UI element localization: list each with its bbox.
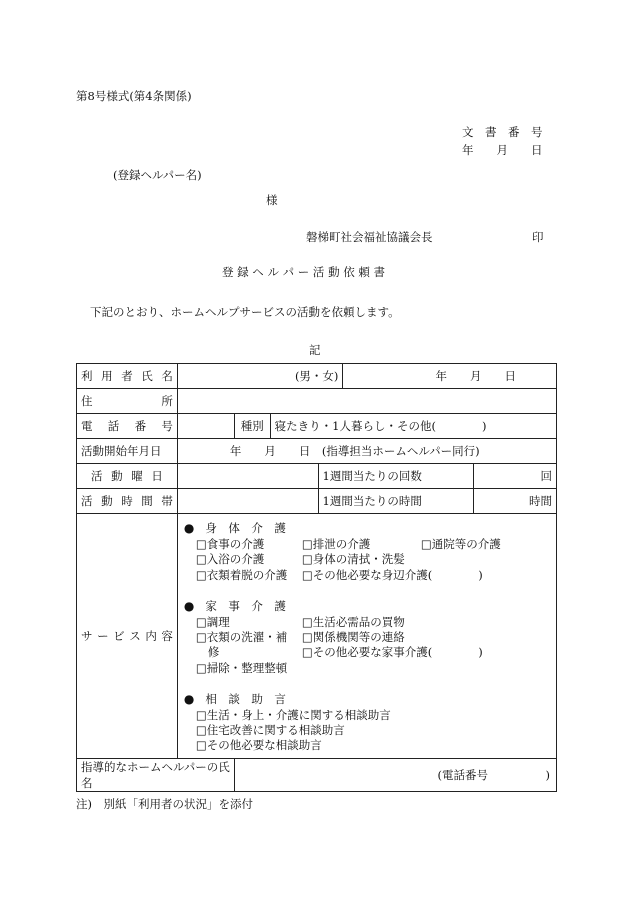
service-item[interactable]: □関係機関等の連絡 [301,630,405,644]
service-item[interactable]: □食事の介護 [195,537,265,551]
document-title: 登 録 ヘ ル パ ー 活 動 依 頼 書 [222,265,386,279]
request-form-table [76,363,557,792]
address-field[interactable] [177,389,556,414]
honorific: 様 [266,193,278,207]
date-label: 年 月 日 [462,143,543,157]
note: 注) 別紙「利用者の状況」を添付 [76,797,253,811]
service-item[interactable]: □身体の清拭・洗髪 [301,552,405,566]
service-label: サ ー ビ ス 内 容 [77,514,178,759]
service-item[interactable]: □その他必要な身辺介護( ) [301,568,483,582]
service-item[interactable]: □生活必需品の買物 [301,615,405,629]
phone-field[interactable] [177,414,234,439]
service-item[interactable]: □衣類着脱の介護 [195,568,288,582]
address-label: 住 所 [77,389,178,414]
service-item[interactable]: □その他必要な相談助言 [195,738,322,752]
helper-phone[interactable]: (電話番号 ) [437,768,550,782]
service-item[interactable]: □衣類の洗濯・補 [195,630,288,644]
housework-heading: ● 家 事 介 護 [183,599,286,613]
service-item[interactable]: □その他必要な家事介護( ) [301,645,483,659]
weekly-hours-label: 1週間当たりの時間 [318,489,474,514]
type-options[interactable]: 寝たきり・1人暮らし・その他( ) [270,414,556,439]
user-name-label: 利 用 者 氏 名 [77,364,178,389]
birth-date-field[interactable]: 年 月 日 [343,364,557,389]
start-date-label: 活動開始年月日 [77,439,178,464]
body-care-heading: ● 身 体 介 護 [183,521,286,535]
service-item[interactable]: □住宅改善に関する相談助言 [195,723,345,737]
form-number: 第8号様式(第4条関係) [76,89,192,103]
service-item[interactable]: □通院等の介護 [420,537,501,551]
service-item-continuation: 修 [207,645,220,659]
intro-text: 下記のとおり、ホームヘルプサービスの活動を依頼します。 [90,305,400,319]
seal-mark: 印 [532,230,544,244]
service-item[interactable]: □生活・身上・介護に関する相談助言 [195,708,391,722]
service-item[interactable]: □調理 [195,615,230,629]
user-name-field[interactable] [177,364,343,389]
hours-unit: 時間 [529,494,552,508]
addressee-label: (登録ヘルパー名) [113,168,202,182]
phone-label: 電 話 番 号 [77,414,178,439]
service-item[interactable]: □排泄の介護 [301,537,371,551]
issuer: 磐梯町社会福祉協議会長 [306,230,433,244]
time-field[interactable] [177,489,318,514]
gender-choice[interactable]: (男・女) [294,369,339,383]
weekly-count-label: 1週間当たりの回数 [318,464,474,489]
type-label: 種別 [234,414,270,439]
service-item[interactable]: □入浴の介護 [195,552,265,566]
helper-name-label: 指導的なホームヘルパーの氏名 [77,759,235,792]
weekday-field[interactable] [177,464,318,489]
doc-number-label: 文 書 番 号 [462,125,543,139]
weekday-label: 活 動 曜 日 [77,464,178,489]
ki-heading: 記 [309,343,321,357]
weekly-count-field[interactable] [474,464,557,489]
service-item[interactable]: □掃除・整理整頓 [195,661,288,675]
service-content [177,514,556,759]
count-unit: 回 [540,469,552,483]
start-date-field[interactable]: 年 月 日 (指導担当ホームヘルパー同行) [177,439,556,464]
consultation-heading: ● 相 談 助 言 [183,692,286,706]
time-label: 活 動 時 間 帯 [77,489,178,514]
weekly-hours-field[interactable] [474,489,557,514]
helper-name-field[interactable] [234,759,556,792]
